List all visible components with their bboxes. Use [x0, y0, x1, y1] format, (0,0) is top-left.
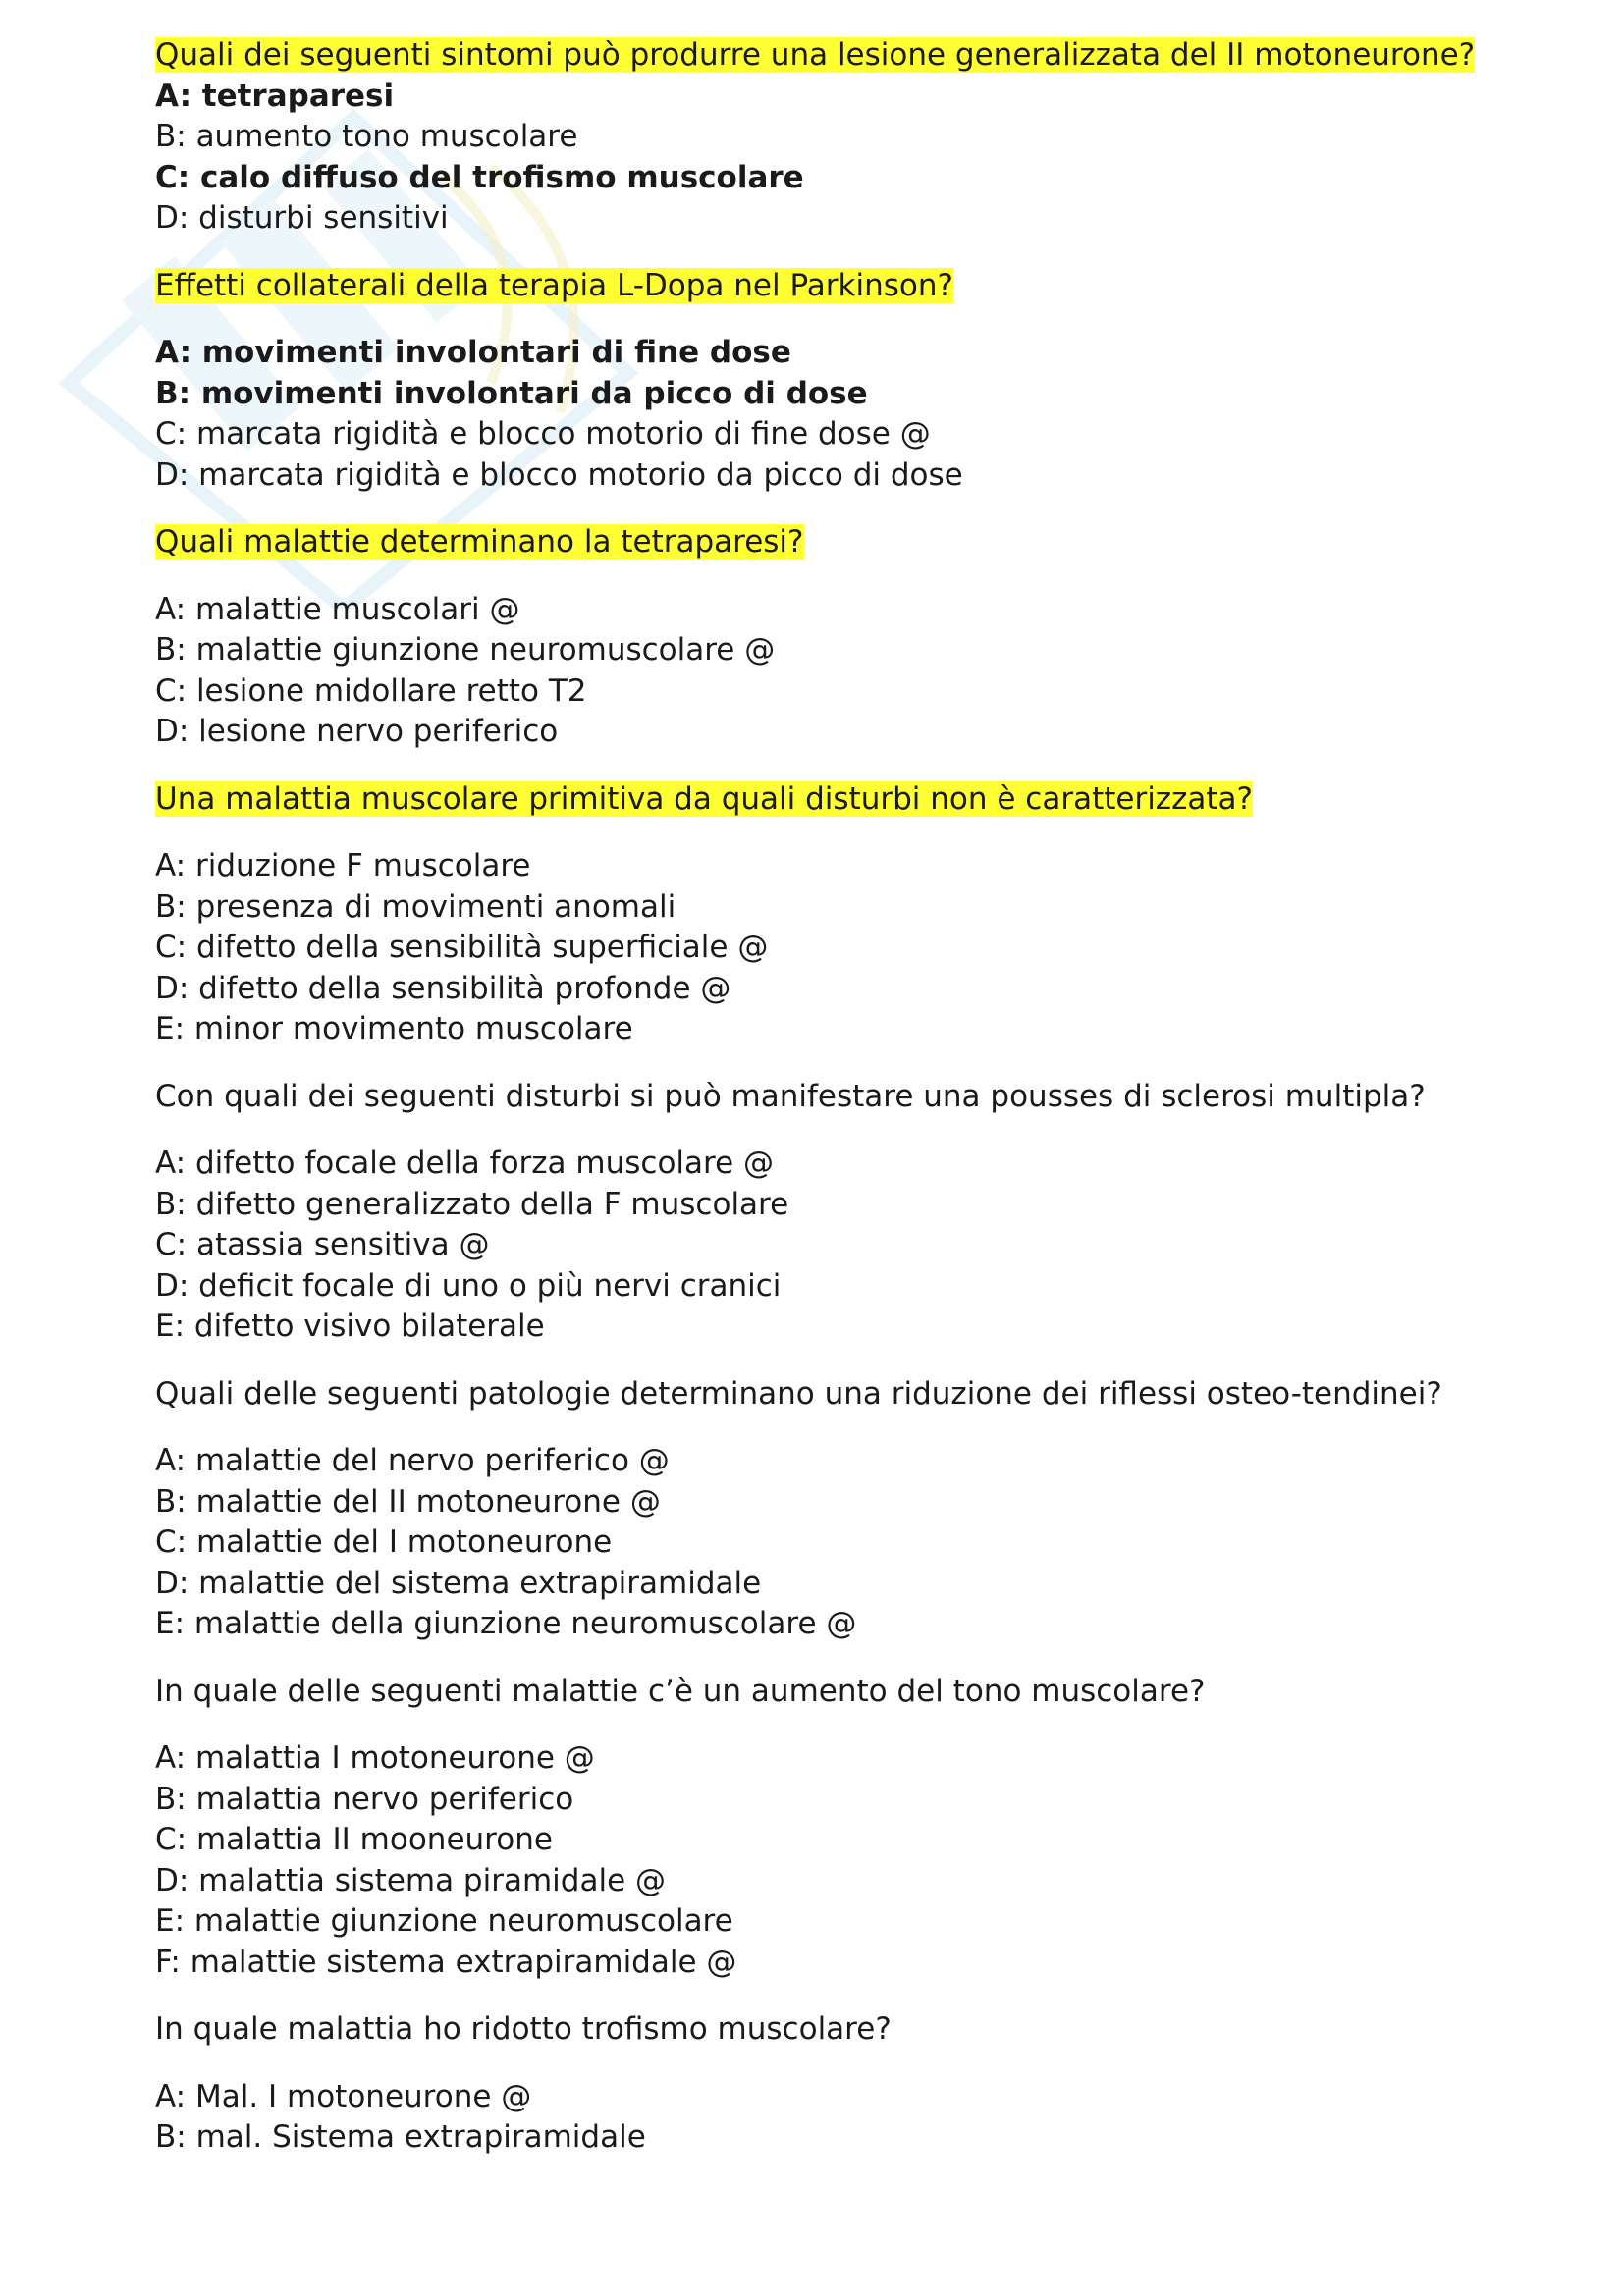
question-block [155, 2009, 1530, 2159]
answer-option: A: malattia I motoneurone @ [155, 1740, 595, 1776]
question-block [155, 779, 1530, 1050]
answer-option: B: aumento tono muscolare [155, 119, 578, 154]
question-text-line [155, 1077, 1530, 1118]
question-text-line [155, 1672, 1530, 1713]
answer-option: E: difetto visivo bilaterale [155, 1308, 545, 1344]
answer-option: C: difetto della sensibilità superficiale @ [155, 930, 769, 965]
answer-option: B: difetto generalizzato della F muscolare [155, 1186, 789, 1222]
answer-option: C: malattie del I motoneurone [155, 1524, 613, 1560]
answer-option: A: malattie del nervo periferico @ [155, 1443, 670, 1478]
question-block [155, 35, 1530, 240]
answer-option: D: difetto della sensibilità profonde @ [155, 970, 731, 1006]
answer-option: E: malattie della giunzione neuromuscolare @ [155, 1606, 857, 1641]
question-block [155, 1374, 1530, 1645]
answer-option: D: malattia sistema piramidale @ [155, 1862, 666, 1898]
answer-option: B: movimenti involontari da picco di dose [155, 375, 868, 411]
answer-option: C: marcata rigidità e blocco motorio di fine dose @ [155, 416, 931, 452]
question-list [155, 35, 1530, 2159]
question-text: Con quali dei seguenti disturbi si può manifestare una pousses di sclerosi multipla? [155, 1078, 1426, 1114]
question-block [155, 522, 1530, 753]
answer-option: C: malattia II mooneurone [155, 1822, 553, 1857]
answer-options [155, 1441, 1530, 1645]
question-text-line [155, 522, 1530, 563]
question-text: Quali malattie determinano la tetraparesi? [155, 524, 804, 560]
question-text-line [155, 1374, 1530, 1415]
answer-option: A: difetto focale della forza muscolare @ [155, 1146, 775, 1181]
answer-option: C: atassia sensitiva @ [155, 1227, 490, 1262]
answer-options [155, 333, 1530, 496]
question-text: In quale malattia ho ridotto trofismo muscolare? [155, 2011, 892, 2047]
question-block [155, 1077, 1530, 1348]
answer-option: A: tetraparesi [155, 78, 395, 114]
answer-option: D: marcata rigidità e blocco motorio da picco di dose [155, 456, 963, 493]
answer-options [155, 590, 1530, 753]
answer-option: B: malattie del II motoneurone @ [155, 1483, 661, 1520]
answer-option: A: riduzione F muscolare [155, 848, 531, 883]
answer-option: F: malattie sistema extrapiramidale @ [155, 1944, 737, 1980]
answer-option: A: Mal. I motoneurone @ [155, 2078, 532, 2114]
answer-option: E: minor movimento muscolare [155, 1011, 633, 1046]
answer-options [155, 2077, 1530, 2159]
answer-option: A: malattie muscolari @ [155, 591, 520, 627]
answer-option: B: malattia nervo periferico [155, 1781, 574, 1817]
answer-options [155, 846, 1530, 1050]
answer-options [155, 77, 1530, 240]
question-text-line [155, 2009, 1530, 2051]
answer-option: E: malattie giunzione neuromuscolare [155, 1903, 733, 1939]
question-text: Quali dei seguenti sintomi può produrre una lesione generalizzata del II motoneurone? [155, 37, 1476, 73]
question-block [155, 266, 1530, 497]
answer-option: D: deficit focale di uno o più nervi cranici [155, 1267, 782, 1304]
question-text: Effetti collaterali della terapia L-Dopa nel Parkinson? [155, 267, 953, 303]
answer-option: D: lesione nervo periferico [155, 714, 559, 749]
question-text-line [155, 35, 1530, 77]
answer-option: C: calo diffuso del trofismo muscolare [155, 159, 804, 195]
answer-option: D: disturbi sensitivi [155, 200, 449, 236]
answer-options [155, 1144, 1530, 1348]
answer-option: B: malattie giunzione neuromuscolare @ [155, 632, 776, 667]
answer-option: A: movimenti involontari di fine dose [155, 335, 791, 370]
answer-option: B: mal. Sistema extrapiramidale [155, 2119, 646, 2155]
answer-option: D: malattie del sistema extrapiramidale [155, 1565, 762, 1601]
answer-option: B: presenza di movimenti anomali [155, 888, 676, 925]
question-text-line [155, 779, 1530, 821]
question-text-line [155, 266, 1530, 307]
answer-option: C: lesione midollare retto T2 [155, 672, 587, 709]
question-text: Una malattia muscolare primitiva da quali disturbi non è caratterizzata? [155, 780, 1253, 817]
question-text: Quali delle seguenti patologie determinano una riduzione dei riflessi osteo-tendinei? [155, 1375, 1442, 1412]
question-block [155, 1672, 1530, 1984]
answer-options [155, 1738, 1530, 1983]
question-text: In quale delle seguenti malattie c’è un aumento del tono muscolare? [155, 1673, 1206, 1709]
